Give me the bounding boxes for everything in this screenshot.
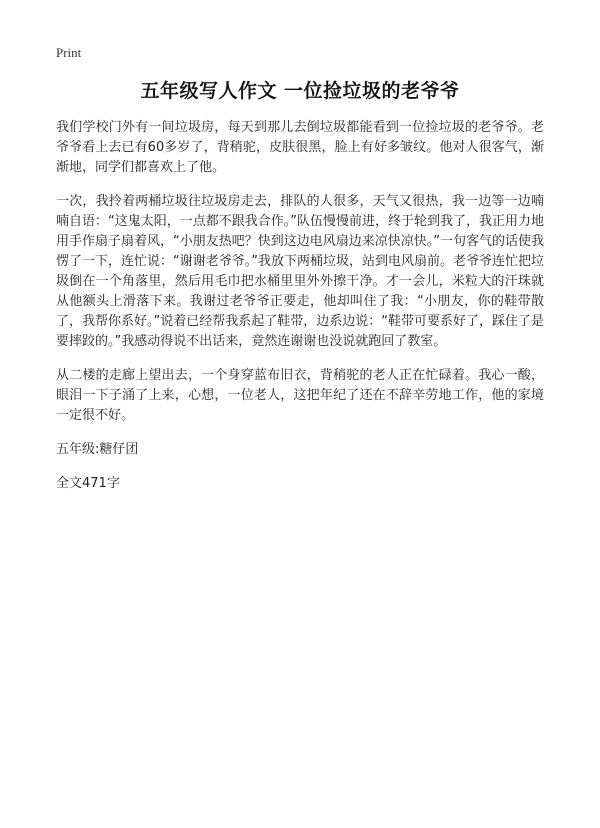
paragraph-reflection: 从二楼的走廊上望出去，一个身穿蓝布旧衣，背稍驼的老人正在忙碌着。我心一酸，眼泪一下子涌了上来，心想，一位老人，这把年纪了还在不辞辛劳地工作，他的家境一定很不好。 bbox=[56, 368, 544, 423]
article-body bbox=[56, 118, 544, 508]
paragraph-intro: 我们学校门外有一间垃圾房，每天到那儿去倒垃圾都能看到一位捡垃圾的老爷爷。老爷爷看上去已有60多岁了，背稍驼，皮肤很黑，脸上有好多皱纹。他对人很客气，渐渐地，同学们都喜欢上了他。 bbox=[56, 120, 544, 175]
word-count: 全文471字 bbox=[56, 476, 120, 491]
article-title: 五年级写人作文 一位捡垃圾的老爷爷 bbox=[140, 80, 460, 102]
author-line: 五年级:糖仔团 bbox=[56, 442, 139, 457]
print-link[interactable]: Print bbox=[56, 45, 82, 60]
paragraph-story: 一次，我拎着两桶垃圾往垃圾房走去，排队的人很多，天气又很热，我一边等一边喃喃自语：“这鬼太阳，一点都不跟我合作。”队伍慢慢前进，终于轮到我了，我正用力地用手作扇子扇着风，“小朋友热吧？快到这边电风扇边来凉快凉快。”一句客气的话使我愣了一下，连忙说：“谢谢老爷爷。”我放下两桶垃圾，站到电风扇前。老爷爷连忙把垃圾倒在一个角落里，然后用毛巾把水桶里里外外擦干净。才一会儿，米粒大的汗珠就从他额头上滑落下来。我谢过老爷爷正要走，他却叫住了我：“小朋友，你的鞋带散了，我帮你系好。”说着已经帮我系起了鞋带，边系边说：“鞋带可要系好了，踩住了是要摔跤的。”我感动得说不出话来，竟然连谢谢也没说就跑回了教室。 bbox=[56, 194, 544, 349]
